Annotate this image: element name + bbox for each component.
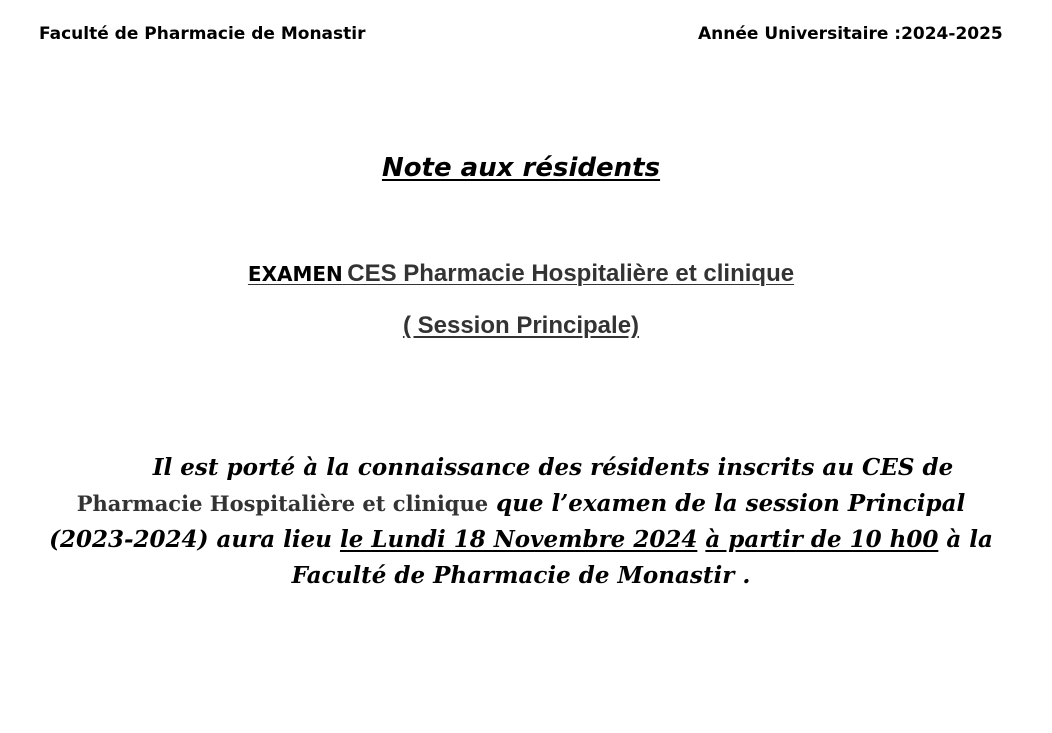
exam-time: à partir de 10 h00 xyxy=(705,526,939,553)
exam-date: le Lundi 18 Novembre 2024 xyxy=(339,526,698,553)
institution-name: Faculté de Pharmacie de Monastir xyxy=(39,24,366,44)
announcement-part1: Il est porté à la connaissance des résidents inscrits au CES de xyxy=(152,454,954,481)
page-title: Note aux résidents xyxy=(381,153,661,183)
academic-year: Année Universitaire :2024-2025 xyxy=(698,24,1003,44)
exam-session: ( Session Principale) xyxy=(402,312,640,339)
exam-name: CES Pharmacie Hospitalière et clinique xyxy=(347,260,795,287)
exam-prefix: EXAMEN xyxy=(247,262,343,286)
announcement-specialty: Pharmacie Hospitalière et clinique xyxy=(76,491,489,516)
announcement-part3: à la Faculté de Pharmacie de Monastir . xyxy=(291,526,993,589)
announcement-paragraph xyxy=(40,450,1002,594)
announcement-part2: que l’examen de la session Principal (2023-2024) aura lieu xyxy=(49,490,966,553)
exam-heading xyxy=(0,260,1042,288)
